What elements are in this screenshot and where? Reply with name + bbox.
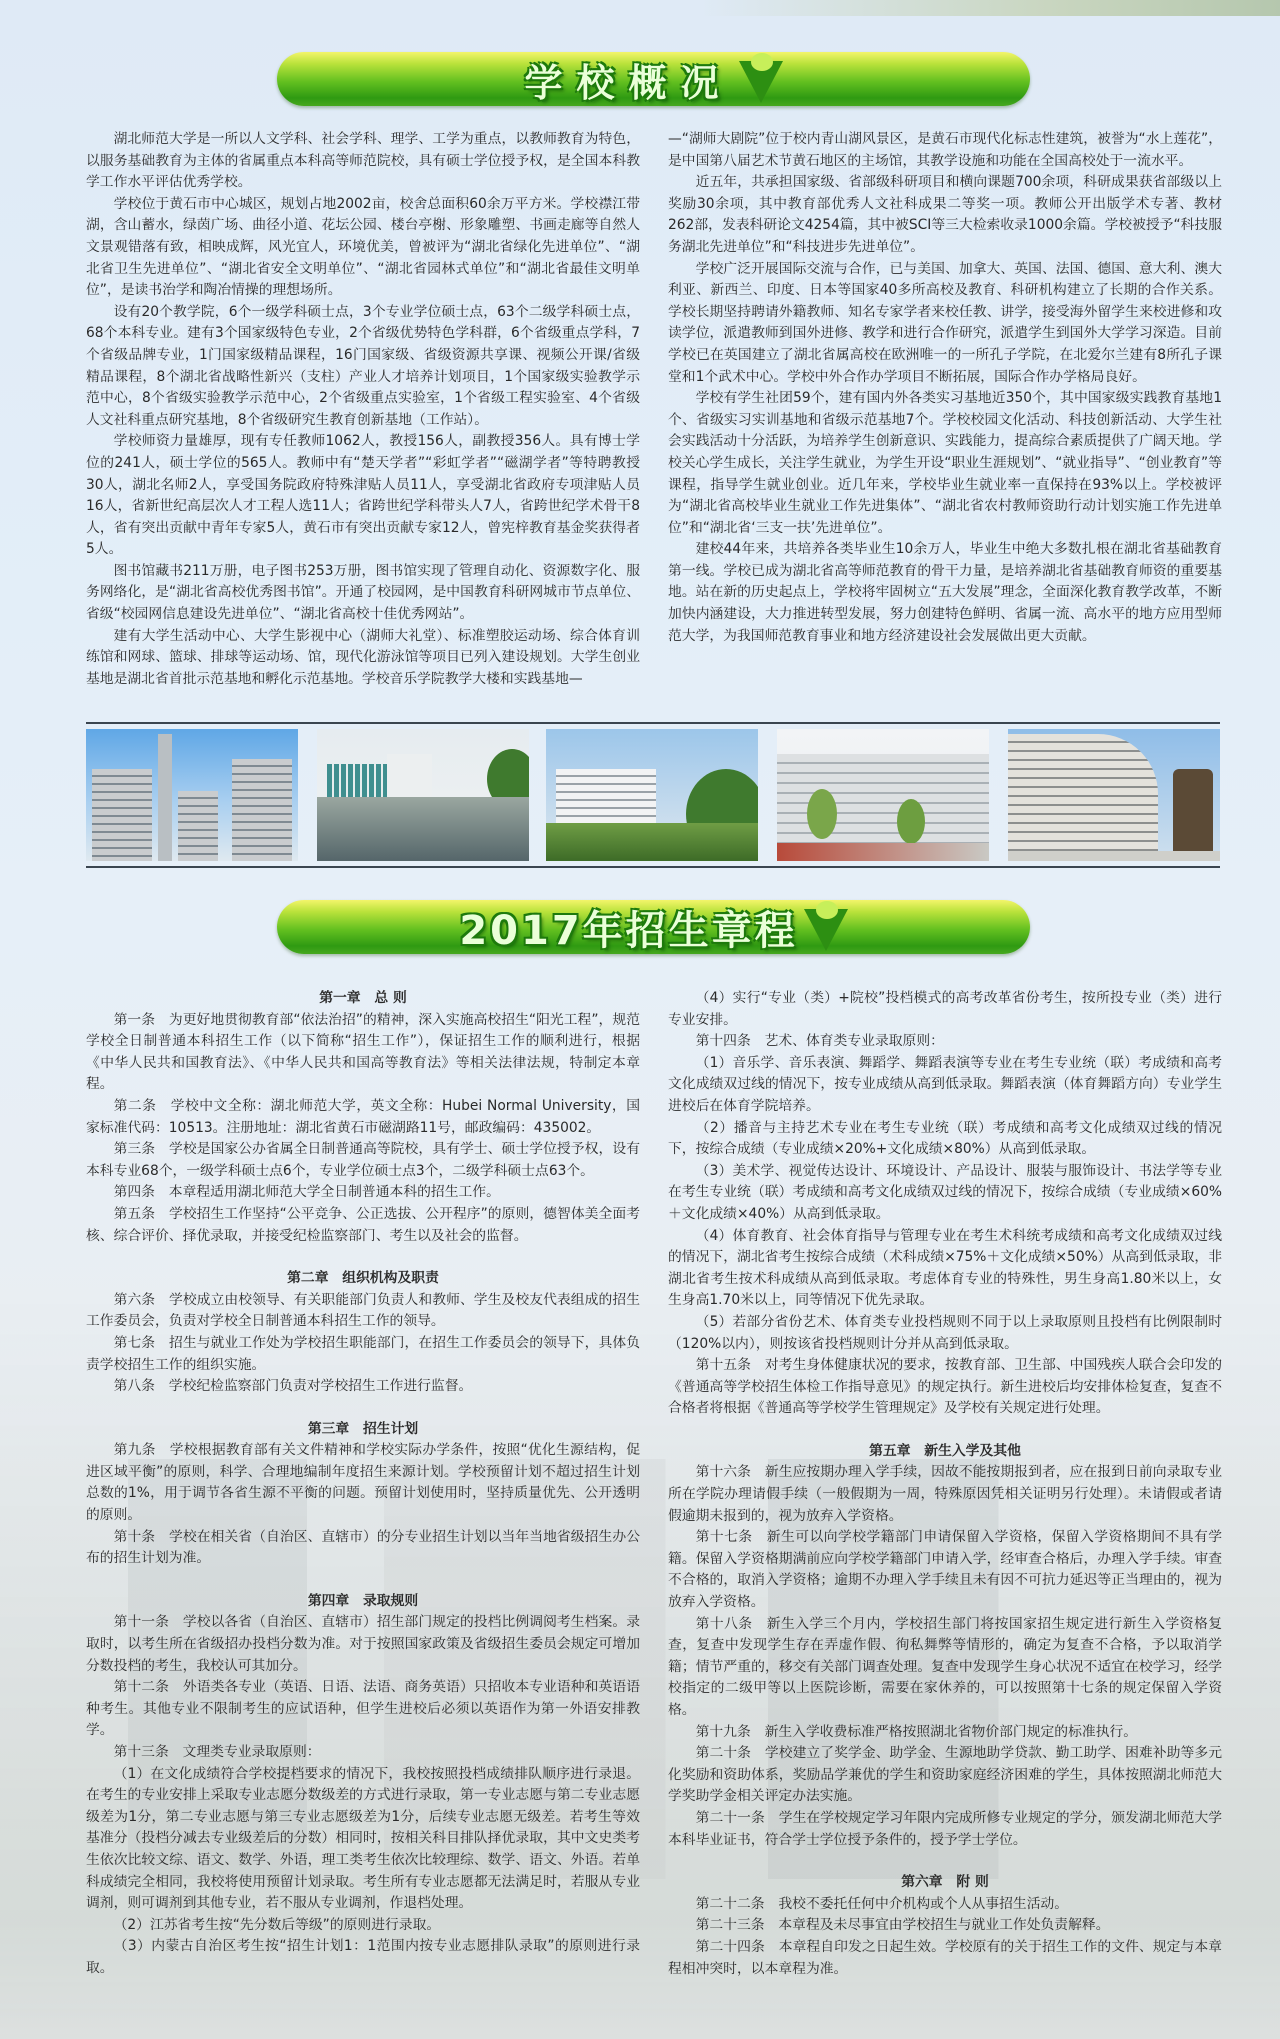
- paragraph: 学校位于黄石市中心城区，规划占地2002亩，校舍总面积60余万平方米。学校襟江带湖，含山蓄水，绿茵广场、曲径小道、花坛公园、楼台亭榭、形象雕塑、书画走廊等自然人文景观错落有致，相映成辉，风光宜人，环境优美，曾被评为“湖北省绿化先进单位”、“湖北省卫生先进单位”、“湖北省安全文明单位”、“湖北省园林式单位”和“湖北省最佳文明单位”，是读书治学和陶冶情操的理想场所。: [86, 195, 640, 299]
- paragraph: 建校44年来，共培养各类毕业生10余万人，毕业生中绝大多数扎根在湖北省基础教育第一线。学校已成为湖北省高等师范教育的骨干力量，是培养湖北省基础教育师资的重要基地。站在新的历史起点上，学校将牢固树立“五大发展”理念，全面深化教育教学改革，不断加快内涵建设，大力推进转型发展，努力创建特色鲜明、省属一流、高水平的地方应用型师范大学，为我国师范教育事业和地方经济建设社会发展做出更大贡献。: [668, 541, 1222, 644]
- paragraph: 第九条 学校根据教育部有关文件精神和学校实际办学条件，按照“优化生源结构，促进区域平衡”的原则，科学、合理地编制年度招生来源计划。学校预留计划不超过招生计划总数的1%，用于调节各省生源不平衡的问题。预留计划使用时，坚持质量优先、公开透明的原则。: [86, 1442, 640, 1524]
- paragraph: 第十条 学校在相关省（自治区、直辖市）的分专业招生计划以当年当地省级招生办公布的招生计划为准。: [86, 1528, 640, 1567]
- overview-right-column: [668, 129, 1222, 647]
- divider-top: [86, 722, 1220, 724]
- campus-photo-5: [1008, 729, 1220, 861]
- section-banner-overview: [277, 52, 1030, 106]
- paragraph: 设有20个教学院，6个一级学科硕士点，3个专业学位硕士点，63个二级学科硕士点，68个本科专业。建有3个国家级特色专业，2个省级优势特色学科群，6个省级重点学科，7个省级品牌专业，1门国家级精品课程，16门国家级、省级资源共享课、视频公开课/省级精品课程，8个湖北省战略性新兴（支柱）产业人才培养计划项目，1个国家级实验教学示范中心，8个省级实验教学示范中心，2个省级重点实验室，1个省级工程实验室、4个省级人文社科重点研究基地，8个省级研究生教育创新基地（工作站）。: [86, 303, 640, 428]
- paragraph: 第六条 学校成立由校领导、有关职能部门负责人和教师、学生及校友代表组成的招生工作委员会，负责对学校全日制普通本科招生工作的领导。: [86, 1291, 640, 1330]
- paragraph: 第八条 学校纪检监察部门负责对学校招生工作进行监督。: [113, 1378, 473, 1395]
- paragraph: 湖北师范大学是一所以人文学科、社会学科、理学、工学为重点，以教师教育为特色，以服务基础教育为主体的省属重点本科高等师范院校，具有硕士学位授予权，是全国本科教学工作水平评估优秀学校。: [86, 131, 640, 191]
- paragraph: （4）实行“专业（类）+院校”投档模式的高考改革省份考生，按所投专业（类）进行专业安排。: [668, 990, 1222, 1028]
- divider-bottom: [86, 866, 1220, 868]
- paragraph: （3）内蒙古自治区考生按“招生计划1：1范围内按专业志愿排队录取”的原则进行录取。: [86, 1938, 640, 1976]
- paragraph: 第二十四条 本章程自印发之日起生效。学校原有的关于招生工作的文件、规定与本章程相冲突时，以本章程为准。: [668, 1938, 1222, 1977]
- arrow-down-icon: [804, 909, 848, 951]
- paragraph: 第七条 招生与就业工作处为学校招生职能部门，在招生工作委员会的领导下，具体负责学校招生工作的组织实施。: [86, 1334, 640, 1373]
- chapter-heading: 第一章 总 则: [319, 990, 407, 1006]
- paragraph: —“湖师大剧院”位于校内青山湖风景区，是黄石市现代化标志性建筑，被誉为“水上莲花”，是中国第八届艺术节黄石地区的主场馆，其教学设施和功能在全国高校处于一流水平。: [668, 131, 1222, 169]
- chapter-heading: 第六章 附 则: [901, 1874, 989, 1891]
- campus-photo-1: [86, 729, 298, 861]
- paragraph: 学校有学生社团59个，建有国内外各类实习基地近350个，其中国家级实践教育基地1个、省级实习实训基地和省级示范基地7个。学校校园文化活动、科技创新活动、大学生社会实践活动十分活跃，为培养学生创新意识、实践能力，提高综合素质提供了广阔天地。学校关心学生成长，关注学生就业，为学生开设“职业生涯规划”、“就业指导”、“创业教育”等课程，指导学生就业创业。近几年来，学校毕业生就业率一直保持在93%以上。学校被评为“湖北省高校毕业生就业工作先进集体”、“湖北省农村教师资助行动计划实施工作先进单位”和“湖北省‘三支一扶’先进单位”。: [668, 390, 1222, 536]
- paragraph: 第十一条 学校以各省（自治区、直辖市）招生部门规定的投档比例调阅考生档案。录取时，以考生所在省级招办投档分数为准。对于按照国家政策及省级招生委员会规定可增加分数投档的考生，我校认可其加分。: [86, 1614, 640, 1674]
- paragraph: 近五年，共承担国家级、省部级科研项目和横向课题700余项，科研成果获省部级以上奖励30余项，其中教育部优秀人文社科成果二等奖一项。教师公开出版学术专著、教材262部，发表科研论文4254篇，其中被SCI等三大检索收录1000余篇。学校被授予“科技服务湖北先进单位”和“科技进步先进单位”。: [668, 174, 1222, 255]
- paragraph: （1）在文化成绩符合学校提档要求的情况下，我校按照投档成绩排队顺序进行录退。在考生的专业安排上采取专业志愿分数级差的方式进行录取，第一专业志愿与第二专业志愿级差为1分，第二专业志愿与第三专业志愿级差为1分，后续专业志愿无级差。若考生等效基准分（投档分减去专业级差后的分数）相同时，按相关科目排队择优录取，其中文史类考生依次比较文综、语文、数学、外语，理工类考生依次比较理综、数学、语文、外语。若单科成绩完全相同，我校将使用预留计划录取。考生所有专业志愿都无法满足时，若服从专业调剂，则可调剂到其他专业，若不服从专业调剂，作退档处理。: [86, 1765, 640, 1912]
- arrow-down-icon: [739, 61, 783, 103]
- paragraph: 第五条 学校招生工作坚持“公平竞争、公正选拔、公开程序”的原则，德智体美全面考核、综合评价、择优录取，并接受纪检监察部门、考生以及社会的监督。: [86, 1205, 640, 1244]
- paragraph: 第十四条 艺术、体育类专业录取原则：: [695, 1033, 944, 1050]
- paragraph: 第二十三条 本章程及未尽事宜由学校招生与就业工作处负责解释。: [695, 1917, 1110, 1934]
- charter-right-column: [668, 988, 1222, 1980]
- paragraph: 第十六条 新生应按期办理入学手续，因故不能按期报到者，应在报到日前向录取专业所在学院办理请假手续（一般假期为一周，特殊原因凭相关证明另行处理）。未请假或者请假逾期未报到的，视为放弃入学资格。: [668, 1464, 1222, 1524]
- paragraph: （3）美术学、视觉传达设计、环境设计、产品设计、服装与服饰设计、书法学等专业在考生专业统（联）考成绩和高考文化成绩双过线的情况下，按综合成绩（专业成绩×60%＋文化成绩×40%）从高到低录取。: [668, 1162, 1222, 1222]
- paragraph: 第一条 为更好地贯彻教育部“依法治招”的精神，深入实施高校招生“阳光工程”，规范学校全日制普通本科招生工作（以下简称“招生工作”），保证招生工作的顺利进行，根据《中华人民共和国教育法》、《中华人民共和国高等教育法》等相关法律法规，特制定本章程。: [86, 1011, 640, 1093]
- paragraph: 第十九条 新生入学收费标准严格按照湖北省物价部门规定的标准执行。: [695, 1723, 1138, 1740]
- section-banner-charter: [277, 900, 1030, 954]
- campus-photo-4: [777, 729, 989, 861]
- section-title-overview: 学校概况: [524, 60, 733, 105]
- top-decorative-strip: [700, 0, 1280, 16]
- paragraph: 第三条 学校是国家公办省属全日制普通高等院校，具有学士、硕士学位授予权，设有本科专业68个，一级学科硕士点6个，专业学位硕士点3个，二级学科硕士点63个。: [86, 1141, 640, 1179]
- paragraph: 第十五条 对考生身体健康状况的要求，按教育部、卫生部、中国残疾人联合会印发的《普通高等学校招生体检工作指导意见》的规定执行。新生进校后均安排体检复查，复查不合格者将根据《普通高等学校学生管理规定》及学校有关规定进行处理。: [668, 1357, 1222, 1417]
- chapter-heading: 第四章 录取规则: [307, 1592, 419, 1609]
- paragraph: 建有大学生活动中心、大学生影视中心（湖师大礼堂）、标准塑胶运动场、综合体育训练馆和网球、篮球、排球等运动场、馆，现代化游泳馆等项目已列入建设规划。大学生创业基地是湖北省首批示范基地和孵化示范基地。学校音乐学院教学大楼和实践基地—: [86, 627, 640, 687]
- paragraph: 第十二条 外语类各专业（英语、日语、法语、商务英语）只招收本专业语种和英语语种考生。其他专业不限制考生的应试语种，但学生进校后必须以英语作为第一外语安排教学。: [86, 1679, 640, 1739]
- overview-left-column: [86, 129, 640, 690]
- chapter-heading: 第二章 组织机构及职责: [287, 1270, 439, 1287]
- paragraph: （5）若部分省份艺术、体育类专业投档规则不同于以上录取原则且投档有比例限制时（120%以内），则按该省投档规则计分并从高到低录取。: [668, 1313, 1222, 1352]
- paragraph: 学校广泛开展国际交流与合作，已与美国、加拿大、英国、法国、德国、意大利、澳大利亚、新西兰、印度、日本等国家40多所高校及教育、科研机构建立了长期的合作关系。学校长期坚持聘请外籍教师、知名专家学者来校任教、讲学，接受海外留学生来校进修和攻读学位，派遣教师到国外进修、教学和进行合作研究，派遣学生到国外大学学习深造。目前学校已在英国建立了湖北省属高校在欧洲唯一的一所孔子学院，在北爱尔兰建有8所孔子课堂和1个武术中心。学校中外合作办学项目不断拓展，国际合作办学格局良好。: [668, 260, 1222, 385]
- paragraph: 图书馆藏书211万册，电子图书253万册，图书馆实现了管理自动化、资源数字化、服务网络化，是“湖北省高校优秀图书馆”。开通了校园网，是中国教育科研网城市节点单位、省级“校园网信息建设先进单位”、“湖北省高校十佳优秀网站”。: [86, 562, 640, 623]
- paragraph: 第十七条 新生可以向学校学籍部门申请保留入学资格，保留入学资格期间不具有学籍。保留入学资格期满前应向学校学籍部门申请入学，经审查合格后，办理入学手续。审查不合格的，取消入学资格；逾期不办理入学手续且未有因不可抗力延迟等正当理由的，视为放弃入学资格。: [668, 1529, 1222, 1611]
- paragraph: （2）江苏省考生按“先分数后等级”的原则进行录取。: [113, 1916, 441, 1933]
- paragraph: 第十三条 文理类专业录取原则：: [113, 1744, 321, 1760]
- paragraph: 第二十一条 学生在学校规定学习年限内完成所修专业规定的学分，颁发湖北师范大学本科毕业证书，符合学士学位授予条件的，授予学士学位。: [668, 1809, 1222, 1848]
- paragraph: 学校师资力量雄厚，现有专任教师1062人，教授156人，副教授356人。具有博士学位的241人，硕士学位的565人。教师中有“楚天学者”“彩虹学者”“磁湖学者”等特聘教授30人，湖北名师2人，享受国务院政府特殊津贴人员11人，享受湖北省政府专项津贴人员16人，省新世纪高层次人才工程人选11人；省跨世纪学科带头人7人，省跨世纪学术骨干8人，省有突出贡献中青年专家5人，黄石市有突出贡献专家12人，曾宪梓教育基金奖获得者5人。: [86, 433, 640, 558]
- paragraph: （2）播音与主持艺术专业在考生专业统（联）考成绩和高考文化成绩双过线的情况下，按综合成绩（专业成绩×20%+文化成绩×80%）从高到低录取。: [668, 1119, 1222, 1158]
- paragraph: 第四条 本章程适用湖北师范大学全日制普通本科的招生工作。: [113, 1184, 500, 1201]
- paragraph: 第十八条 新生入学三个月内，学校招生部门将按国家招生规定进行新生入学资格复查，复查中发现学生存在弄虚作假、徇私舞弊等情形的，确定为复查不合格，予以取消学籍；情节严重的，移交有关部门调查处理。复查中发现学生身心状况不适宜在校学习，经学校指定的二级甲等以上医院诊断，需要在家休养的，可以按照第十七条的规定保留入学资格。: [668, 1615, 1222, 1718]
- charter-left-column: [86, 988, 640, 1980]
- section-title-charter: 2017年招生章程: [459, 907, 798, 954]
- paragraph: 第二十二条 我校不委托任何中介机构或个人从事招生活动。: [695, 1895, 1069, 1912]
- chapter-heading: 第五章 新生入学及其他: [869, 1442, 1021, 1459]
- campus-photo-3: [546, 729, 758, 861]
- chapter-heading: 第三章 招生计划: [307, 1420, 419, 1437]
- paragraph: 第二条 学校中文全称：湖北师范大学，英文全称：Hubei Normal University，国家标准代码：10513。注册地址：湖北省黄石市磁湖路11号，邮政编码：435002。: [86, 1097, 640, 1136]
- paragraph: （1）音乐学、音乐表演、舞蹈学、舞蹈表演等专业在考生专业统（联）考成绩和高考文化成绩双过线的情况下，按专业成绩从高到低录取。舞蹈表演（体育舞蹈方向）专业学生进校后在体育学院培养。: [668, 1054, 1222, 1114]
- paragraph: 第二十条 学校建立了奖学金、助学金、生源地助学贷款、勤工助学、困难补助等多元化奖励和资助体系，奖励品学兼优的学生和资助家庭经济困难的学生，具体按照湖北师范大学奖助学金相关评定办法实施。: [668, 1745, 1222, 1805]
- campus-photo-2: [317, 729, 529, 861]
- paragraph: （4）体育教育、社会体育指导与管理专业在考生术科统考成绩和高考文化成绩双过线的情况下，湖北省考生按综合成绩（术科成绩×75%＋文化成绩×50%）从高到低录取，非湖北省考生按术科成绩从高到低录取。考虑体育专业的特殊性，男生身高1.80米以上，女生身高1.70米以上，同等情况下优先录取。: [668, 1227, 1222, 1309]
